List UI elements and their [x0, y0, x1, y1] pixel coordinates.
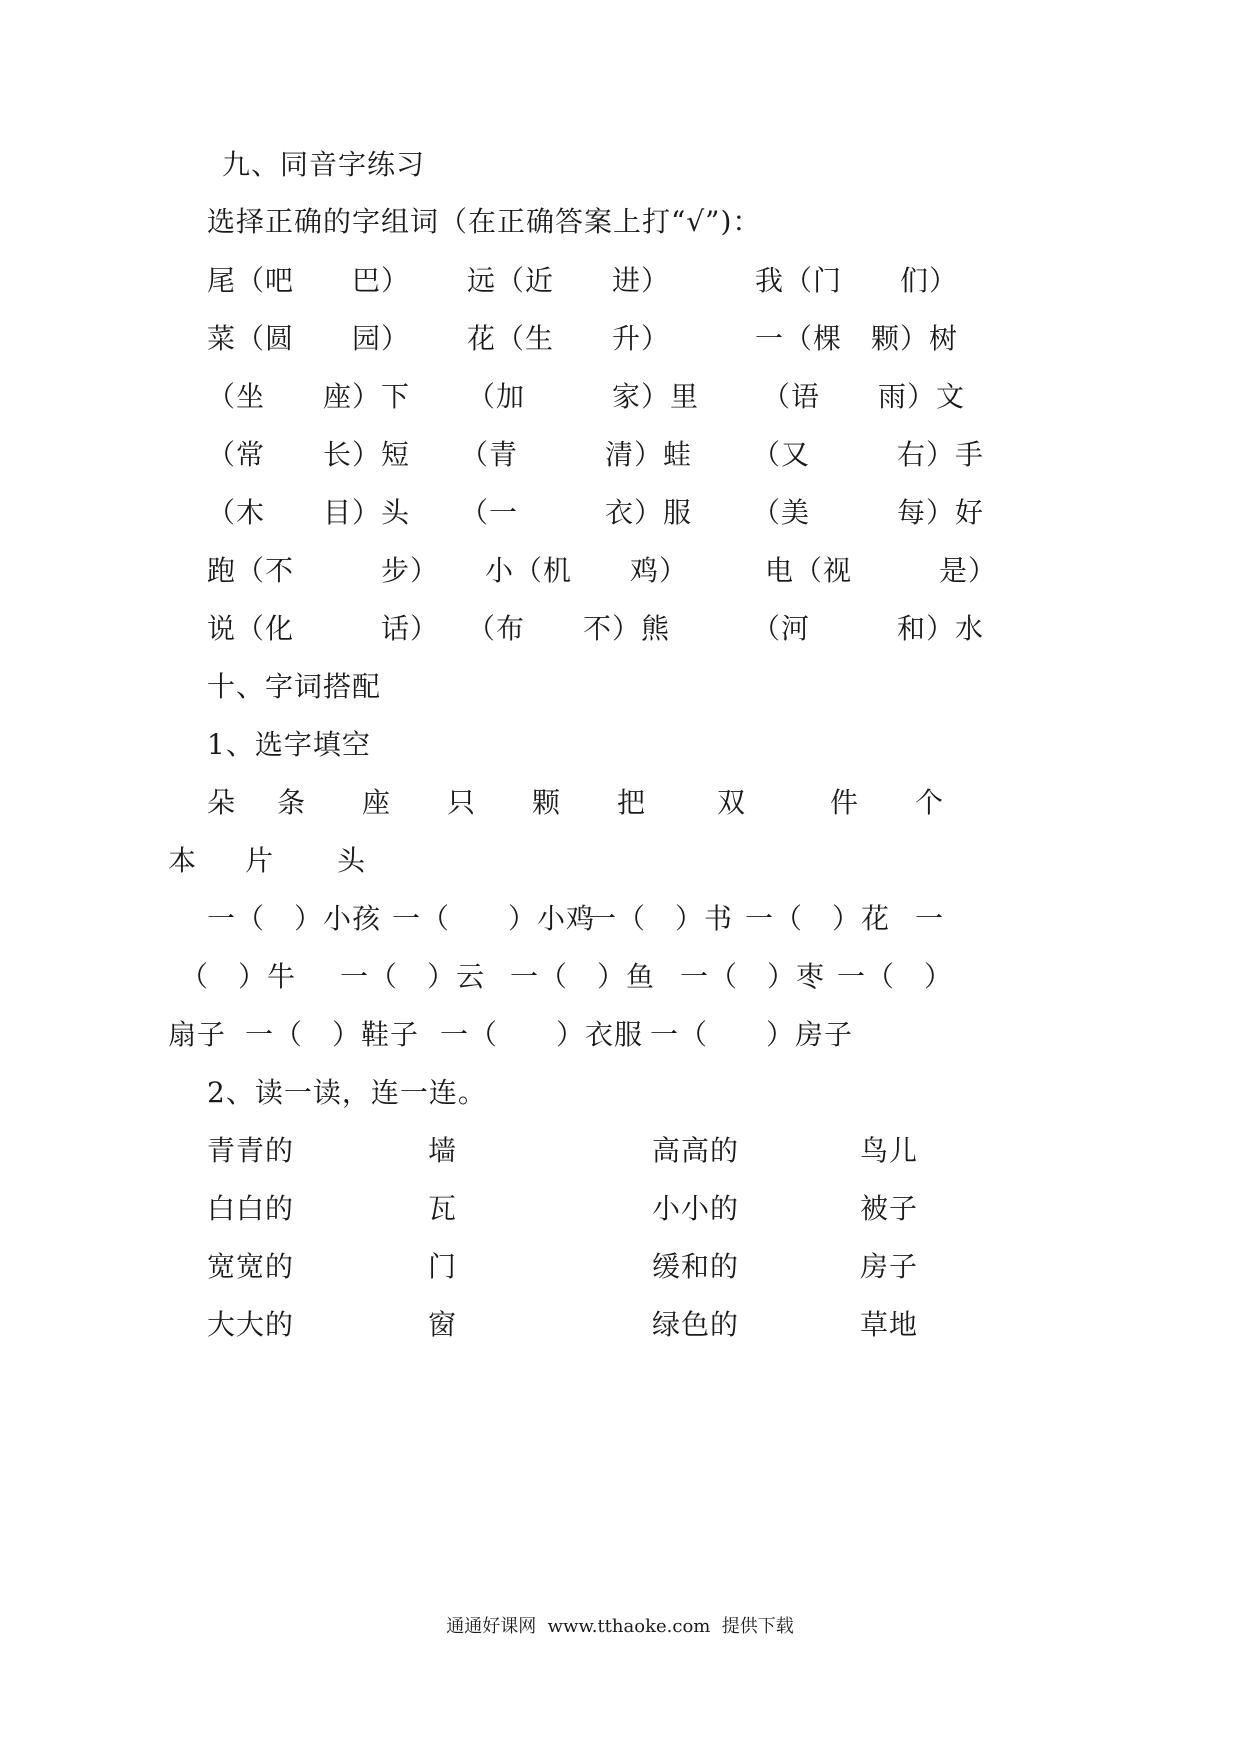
homophone-item: （又 右）手	[752, 438, 985, 471]
choice-char: 把	[617, 786, 647, 819]
homophone-item: 小（机 鸡）	[485, 554, 689, 587]
match-word: 小小的	[652, 1192, 740, 1225]
match-word: 绿色的	[652, 1308, 740, 1341]
choice-char: 双	[717, 786, 747, 819]
choice-char: 条	[277, 786, 307, 819]
match-word: 窗	[428, 1308, 458, 1341]
match-word: 门	[428, 1250, 458, 1283]
choice-char: 颗	[532, 786, 562, 819]
homophone-item: （布 不）熊	[467, 612, 671, 645]
choice-char: 本	[168, 844, 198, 877]
choice-char: 片	[245, 844, 275, 877]
match-word: 墙	[428, 1134, 458, 1167]
match-word: 缓和的	[652, 1250, 740, 1283]
homophone-item: 跑（不 步）	[207, 554, 440, 587]
fill-blank: 一（ ）云	[340, 960, 486, 993]
homophone-item: （美 每）好	[752, 496, 985, 529]
homophone-item: 尾（吧 巴）	[207, 264, 411, 297]
fill-blank: 一（ ）花	[745, 902, 891, 935]
choice-char: 头	[337, 844, 367, 877]
match-word: 草地	[860, 1308, 919, 1341]
fill-blank: 一（ ）鞋子	[245, 1018, 420, 1051]
section9-title: 九、同音字练习	[222, 148, 426, 181]
match-word: 高高的	[652, 1134, 740, 1167]
part1-title: 1、选字填空	[207, 728, 371, 761]
homophone-item: （坐 座）下	[207, 380, 411, 413]
homophone-item: 我（门 们）	[755, 264, 959, 297]
choice-char: 个	[915, 786, 945, 819]
homophone-item: （木 目）头	[207, 496, 411, 529]
choice-char: 件	[830, 786, 860, 819]
choice-char: 朵	[207, 786, 237, 819]
page-footer: 通通好课网 www.tthaoke.com 提供下载	[446, 1616, 794, 1637]
part2-title: 2、读一读，连一连。	[207, 1076, 487, 1109]
homophone-item: （青 清）蛙	[460, 438, 693, 471]
match-word: 大大的	[207, 1308, 295, 1341]
fill-blank: 一（ ）衣服	[440, 1018, 644, 1051]
homophone-item: （常 长）短	[207, 438, 411, 471]
match-word: 青青的	[207, 1134, 295, 1167]
fill-blank: 一（ ）书	[588, 902, 734, 935]
homophone-item: 远（近 进）	[467, 264, 671, 297]
match-word: 瓦	[428, 1192, 458, 1225]
fill-blank: 一（ ）枣	[680, 960, 826, 993]
homophone-item: 一（棵 颗）树	[755, 322, 959, 355]
fill-blank: 扇子	[168, 1018, 227, 1051]
fill-blank: 一（ ）小鸡	[392, 902, 596, 935]
section10-title: 十、字词搭配	[207, 670, 382, 703]
homophone-item: （一 衣）服	[460, 496, 693, 529]
homophone-item: 花（生 升）	[467, 322, 671, 355]
fill-blank: 一（ ）鱼	[510, 960, 656, 993]
match-word: 房子	[860, 1250, 919, 1283]
fill-blank: 一	[915, 902, 945, 935]
homophone-item: 电（视 是）	[765, 554, 998, 587]
homophone-item: （河 和）水	[752, 612, 985, 645]
fill-blank: 一（ ）房子	[650, 1018, 854, 1051]
homophone-item: （语 雨）文	[762, 380, 966, 413]
fill-blank: 一（ ）小孩	[207, 902, 382, 935]
homophone-item: （加 家）里	[467, 380, 700, 413]
section9-instruction: 选择正确的字组词（在正确答案上打“√”)：	[207, 205, 762, 238]
homophone-item: 说（化 话）	[207, 612, 440, 645]
match-word: 白白的	[207, 1192, 295, 1225]
match-word: 鸟儿	[860, 1134, 919, 1167]
choice-char: 只	[447, 786, 477, 819]
fill-blank: 一（ ）	[837, 960, 954, 993]
match-word: 宽宽的	[207, 1250, 295, 1283]
match-word: 被子	[860, 1192, 919, 1225]
choice-char: 座	[362, 786, 392, 819]
homophone-item: 菜（圆 园）	[207, 322, 411, 355]
fill-blank: （ ）牛	[180, 960, 297, 993]
